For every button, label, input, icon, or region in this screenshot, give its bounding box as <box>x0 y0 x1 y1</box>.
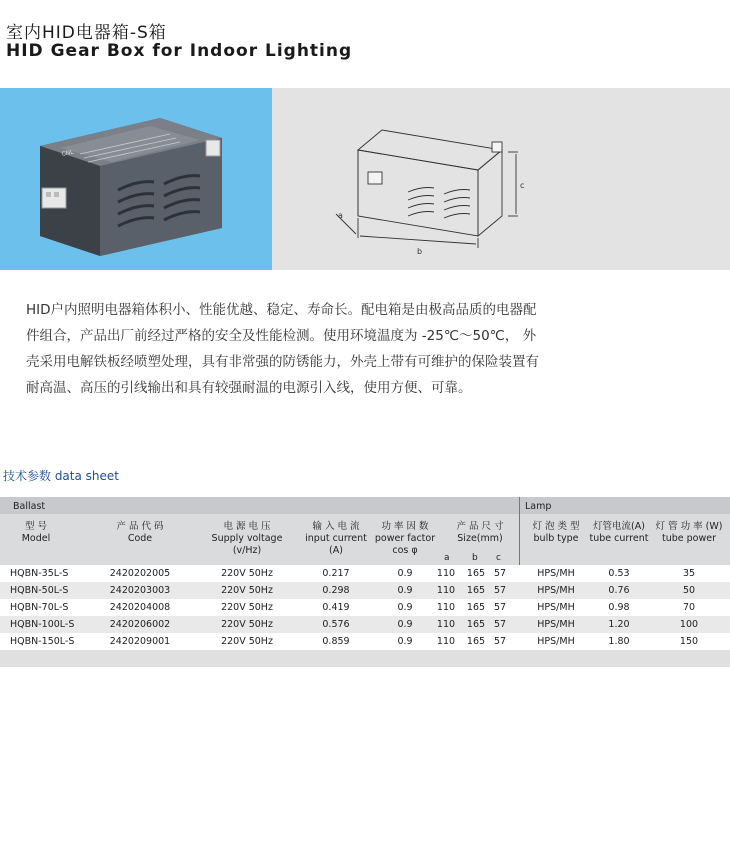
cell-code: 2420209001 <box>109 636 171 647</box>
cell-tube-current: 1.20 <box>608 619 630 630</box>
cell-input-current: 0.576 <box>322 619 350 630</box>
cell-power-factor: 0.9 <box>397 602 413 613</box>
header-code: 产 品 代 码 Code <box>116 521 164 544</box>
ballast-group-label: Ballast <box>13 501 46 512</box>
cell-size-c: 57 <box>493 602 507 613</box>
cell-voltage: 220V 50Hz <box>221 602 273 613</box>
cell-tube-power: 100 <box>679 619 699 630</box>
header-tube-current: 灯管电流(A) tube current <box>589 521 649 544</box>
cell-input-current: 0.217 <box>322 568 350 579</box>
cell-bulb-type: HPS/MH <box>537 602 575 613</box>
group-divider <box>519 497 520 514</box>
cell-size-b: 165 <box>466 619 486 630</box>
cell-tube-power: 50 <box>682 585 696 596</box>
cell-input-current: 0.419 <box>322 602 350 613</box>
cell-size-b: 165 <box>466 636 486 647</box>
cell-model: HQBN-70L-S <box>10 602 69 613</box>
cell-tube-current: 0.98 <box>608 602 630 613</box>
gear-box-dimension-drawing <box>272 88 730 270</box>
cell-size-b: 165 <box>466 585 486 596</box>
cell-code: 2420202005 <box>109 568 171 579</box>
page-title-english: HID Gear Box for Indoor Lighting <box>6 41 353 61</box>
table-row <box>0 565 730 582</box>
cell-size-a: 110 <box>436 619 456 630</box>
cell-size-c: 57 <box>493 636 507 647</box>
table-row <box>0 582 730 599</box>
table-footer-strip <box>0 650 730 667</box>
technical-drawing <box>272 88 730 270</box>
cell-model: HQBN-150L-S <box>10 636 75 647</box>
gear-box-photo-illustration <box>0 88 272 270</box>
cell-power-factor: 0.9 <box>397 568 413 579</box>
header-model: 型 号 Model <box>21 521 51 544</box>
header-size: 产 品 尺 寸 Size(mm) <box>456 521 504 544</box>
svg-text:CNL: CNL <box>60 148 75 158</box>
cell-bulb-type: HPS/MH <box>537 619 575 630</box>
table-body <box>0 565 730 650</box>
product-description: HID户内照明电器箱体积小、性能优越、稳定、寿命长。配电箱是由极高品质的电器配件组合，产品出厂前经过严格的安全及性能检测。使用环境温度为 -25℃～50℃， 外壳采用电解铁板经喷塑处理，具有非常强的防锈能力，外壳上带有可维护的保险装置有耐高温、高压的引线输出和具有较强耐温的电源引入线，使用方便、可靠。 <box>26 302 539 396</box>
svg-text:c: c <box>520 181 525 190</box>
cell-bulb-type: HPS/MH <box>537 568 575 579</box>
header-input-current: 输 入 电 流 input current (A) <box>305 521 367 556</box>
cell-power-factor: 0.9 <box>397 636 413 647</box>
cell-size-b: 165 <box>466 602 486 613</box>
cell-voltage: 220V 50Hz <box>221 585 273 596</box>
data-sheet-label: 技术参数 data sheet <box>3 469 119 483</box>
cell-code: 2420203003 <box>109 585 171 596</box>
cell-size-a: 110 <box>436 585 456 596</box>
cell-size-c: 57 <box>493 585 507 596</box>
cell-bulb-type: HPS/MH <box>537 585 575 596</box>
cell-model: HQBN-50L-S <box>10 585 69 596</box>
header-size-b: b <box>472 553 478 563</box>
cell-size-a: 110 <box>436 568 456 579</box>
cell-input-current: 0.298 <box>322 585 350 596</box>
cell-size-b: 165 <box>466 568 486 579</box>
header-bulb-type: 灯 泡 类 型 bulb type <box>532 521 580 544</box>
data-sheet-table <box>0 497 730 667</box>
cell-power-factor: 0.9 <box>397 619 413 630</box>
table-column-headers <box>0 514 730 565</box>
cell-voltage: 220V 50Hz <box>221 636 273 647</box>
cell-model: HQBN-35L-S <box>10 568 69 579</box>
cell-tube-power: 150 <box>679 636 699 647</box>
cell-tube-current: 1.80 <box>608 636 630 647</box>
header-supply-voltage: 电 源 电 压 Supply voltage (v/Hz) <box>211 521 283 556</box>
cell-size-a: 110 <box>436 602 456 613</box>
cell-size-c: 57 <box>493 619 507 630</box>
header-size-a: a <box>444 553 450 563</box>
table-row <box>0 616 730 633</box>
cell-bulb-type: HPS/MH <box>537 636 575 647</box>
product-banner <box>0 88 730 270</box>
cell-size-a: 110 <box>436 636 456 647</box>
cell-size-c: 57 <box>493 568 507 579</box>
page-title-chinese: 室内HID电器箱-S箱 <box>6 23 167 43</box>
product-photo <box>0 88 272 270</box>
table-row <box>0 633 730 650</box>
header-size-c: c <box>496 553 501 563</box>
cell-tube-current: 0.53 <box>608 568 630 579</box>
lamp-group-label: Lamp <box>525 501 552 512</box>
table-row <box>0 599 730 616</box>
cell-voltage: 220V 50Hz <box>221 568 273 579</box>
cell-model: HQBN-100L-S <box>10 619 75 630</box>
cell-tube-power: 35 <box>682 568 696 579</box>
header-tube-power: 灯 管 功 率 (W) tube power <box>655 521 723 544</box>
cell-code: 2420204008 <box>109 602 171 613</box>
svg-text:b: b <box>417 247 423 256</box>
cell-power-factor: 0.9 <box>397 585 413 596</box>
cell-voltage: 220V 50Hz <box>221 619 273 630</box>
svg-text:a: a <box>338 211 343 220</box>
cell-tube-current: 0.76 <box>608 585 630 596</box>
cell-input-current: 0.859 <box>322 636 350 647</box>
header-power-factor: 功 率 因 数 power factor cos φ <box>374 521 436 556</box>
cell-tube-power: 70 <box>682 602 696 613</box>
cell-code: 2420206002 <box>109 619 171 630</box>
table-group-header <box>0 497 730 514</box>
